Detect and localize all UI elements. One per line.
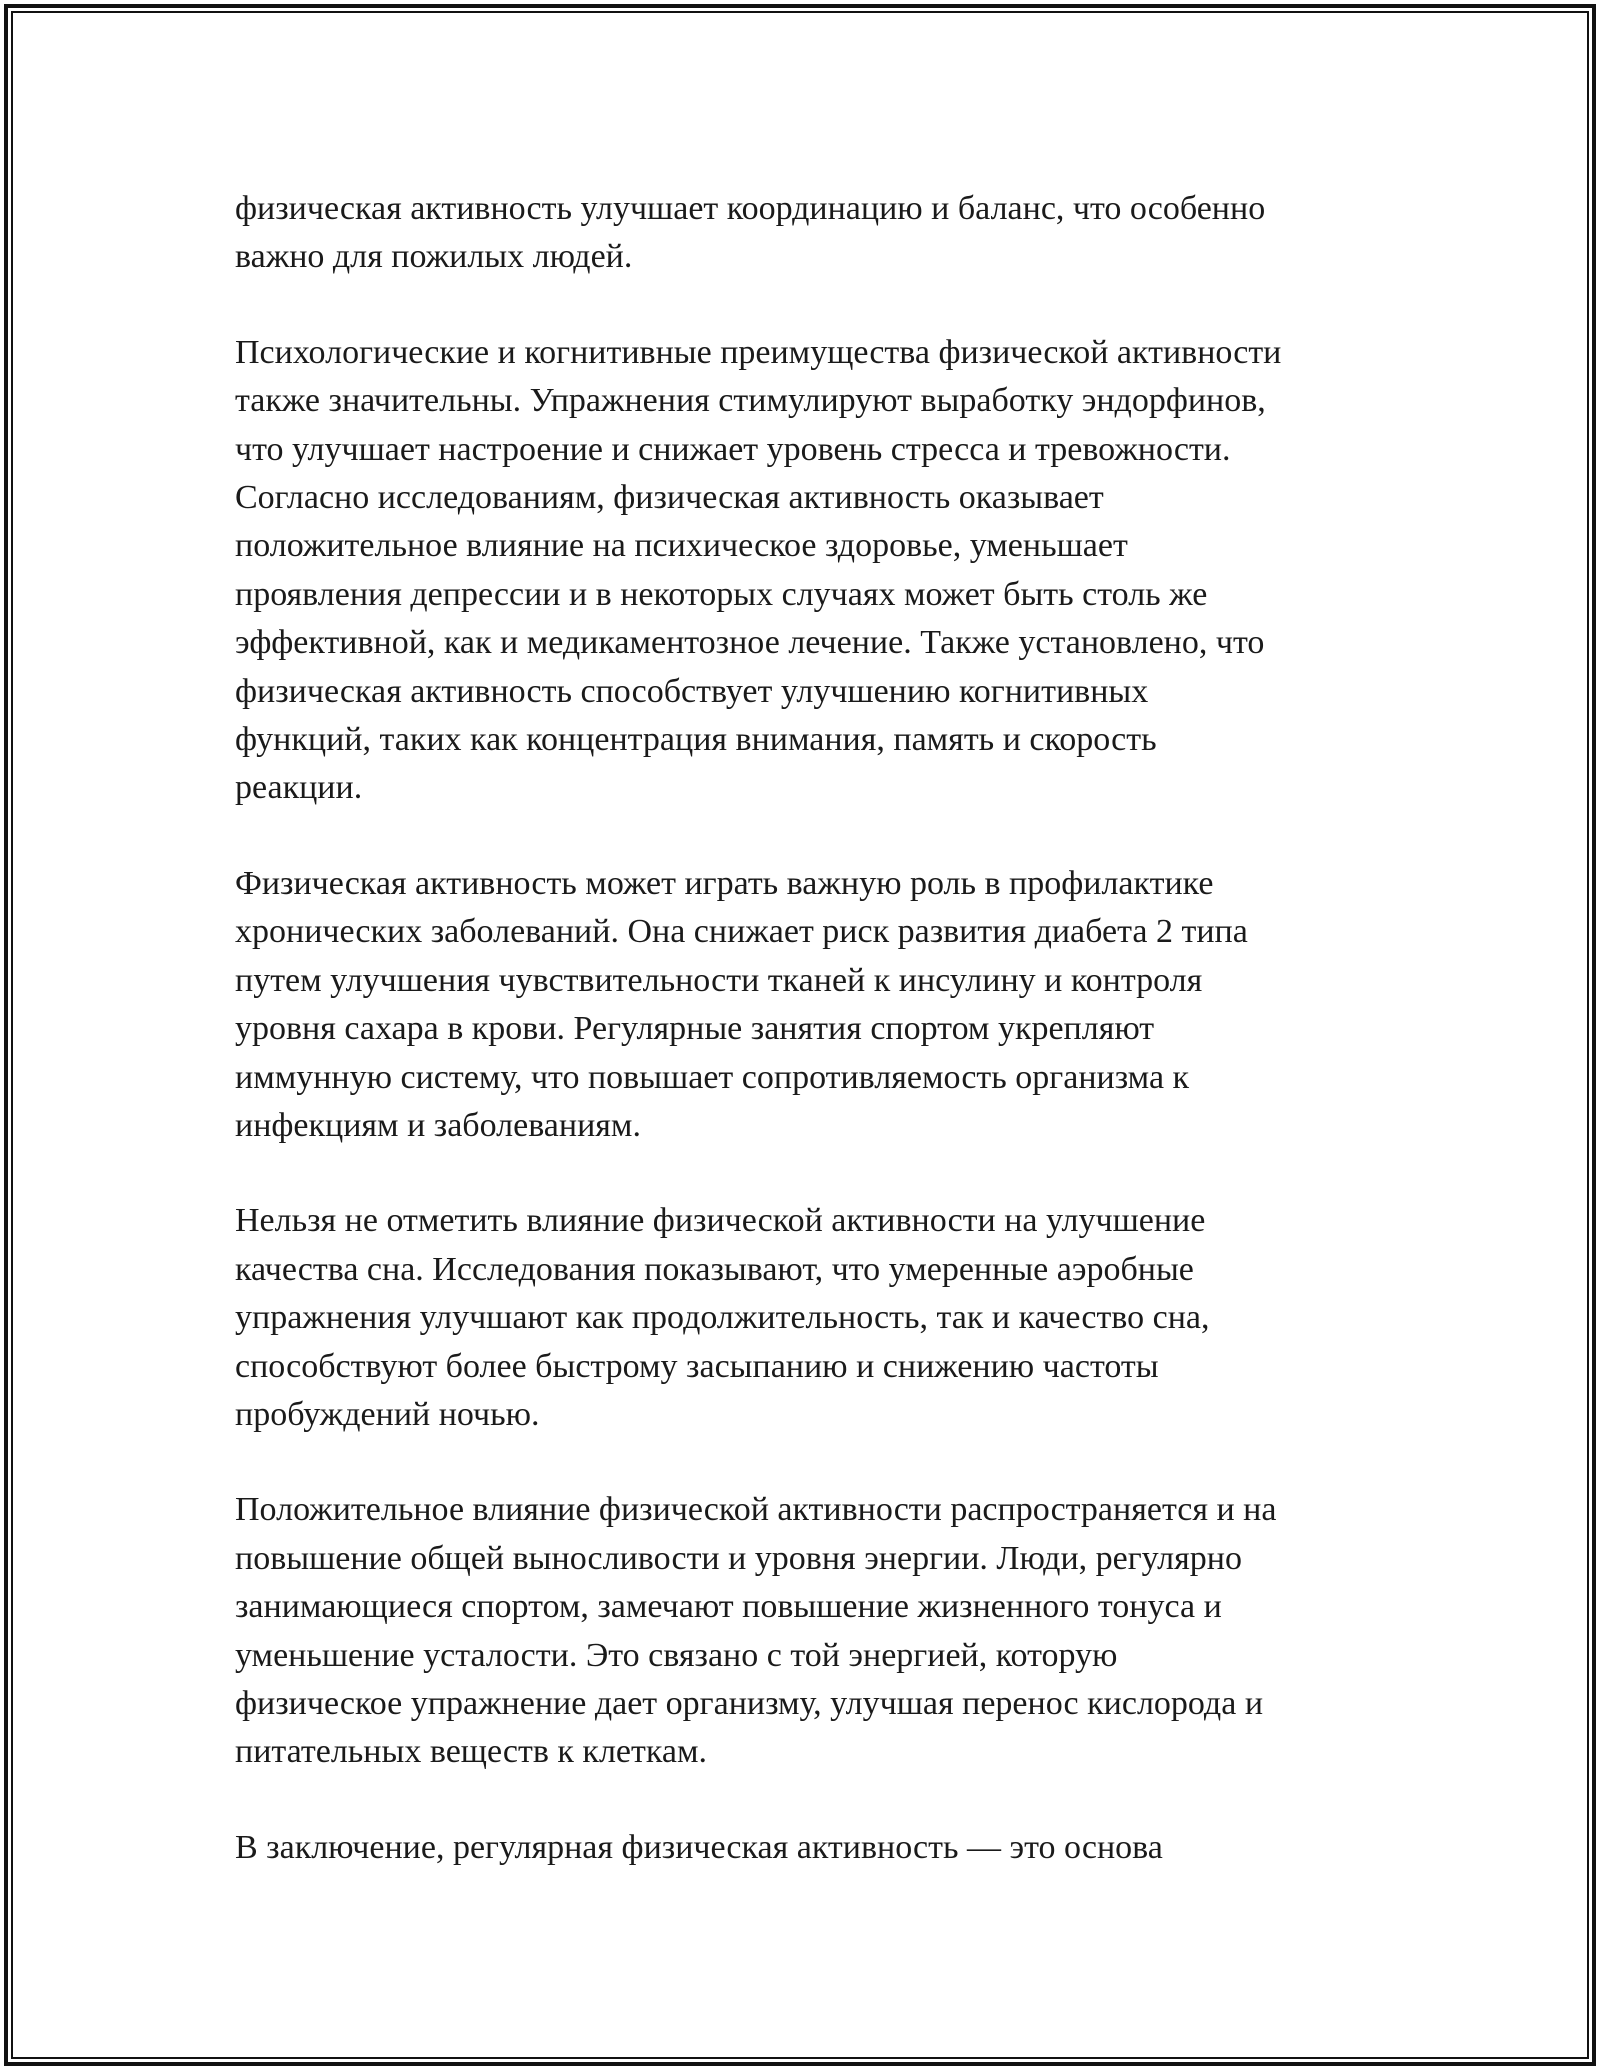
text-line: инфекциям и заболеваниям. — [235, 1106, 641, 1144]
text-line: Нельзя не отметить влияние физической активности на улучшение — [235, 1202, 1206, 1240]
text-line: эффективной, как и медикаментозное лечение. Также установлено, что — [235, 624, 1265, 662]
text-line: хронических заболеваний. Она снижает риск развития диабета 2 типа — [235, 913, 1248, 951]
text-line: важно для пожилых людей. — [235, 238, 633, 276]
paragraph-6 — [235, 1824, 1395, 1872]
paragraph-5 — [235, 1486, 1395, 1776]
document-body — [235, 185, 1395, 1919]
text-line: Психологические и когнитивные преимущества физической активности — [235, 333, 1282, 371]
text-line: питательных веществ к клеткам. — [235, 1733, 707, 1771]
text-line: физическая активность улучшает координацию и баланс, что особенно — [235, 190, 1266, 227]
text-line: физическая активность способствует улучшению когнитивных — [235, 672, 1149, 710]
text-line: функций, таких как концентрация внимания, память и скорость — [235, 721, 1157, 759]
paragraph-3 — [235, 860, 1395, 1150]
text-line: также значительны. Упражнения стимулируют выработку эндорфинов, — [235, 382, 1266, 420]
text-line: Физическая активность может играть важную роль в профилактике — [235, 864, 1214, 902]
text-line: что улучшает настроение и снижает уровень стресса и тревожности. — [235, 430, 1231, 468]
text-line: положительное влияние на психическое здоровье, уменьшает — [235, 527, 1128, 565]
paragraph-1 — [235, 185, 1395, 282]
text-line: занимающиеся спортом, замечают повышение жизненного тонуса и — [235, 1588, 1222, 1626]
text-line: Положительное влияние физической активности распространяется и на — [235, 1491, 1277, 1529]
text-line: реакции. — [235, 769, 363, 807]
text-line: качества сна. Исследования показывают, что умеренные аэробные — [235, 1250, 1194, 1288]
text-line: уровня сахара в крови. Регулярные занятия спортом укрепляют — [235, 1010, 1155, 1048]
text-line: В заключение, регулярная физическая активность — это основа — [235, 1828, 1163, 1866]
text-line: путем улучшения чувствительности тканей к инсулину и контроля — [235, 961, 1203, 999]
text-line: повышение общей выносливости и уровня энергии. Люди, регулярно — [235, 1539, 1242, 1577]
text-line: проявления депрессии и в некоторых случаях может быть столь же — [235, 575, 1208, 613]
text-line: иммунную систему, что повышает сопротивляемость организма к — [235, 1058, 1190, 1096]
text-line: пробуждений ночью. — [235, 1395, 540, 1433]
paragraph-4 — [235, 1197, 1395, 1439]
text-line: Согласно исследованиям, физическая активность оказывает — [235, 479, 1104, 517]
text-line: физическое упражнение дает организму, улучшая перенос кислорода и — [235, 1684, 1264, 1722]
text-line: упражнения улучшают как продолжительность, так и качество сна, — [235, 1299, 1210, 1337]
text-line: уменьшение усталости. Это связано с той энергией, которую — [235, 1636, 1118, 1674]
text-line: способствуют более быстрому засыпанию и снижению частоты — [235, 1347, 1159, 1385]
paragraph-2 — [235, 329, 1395, 813]
